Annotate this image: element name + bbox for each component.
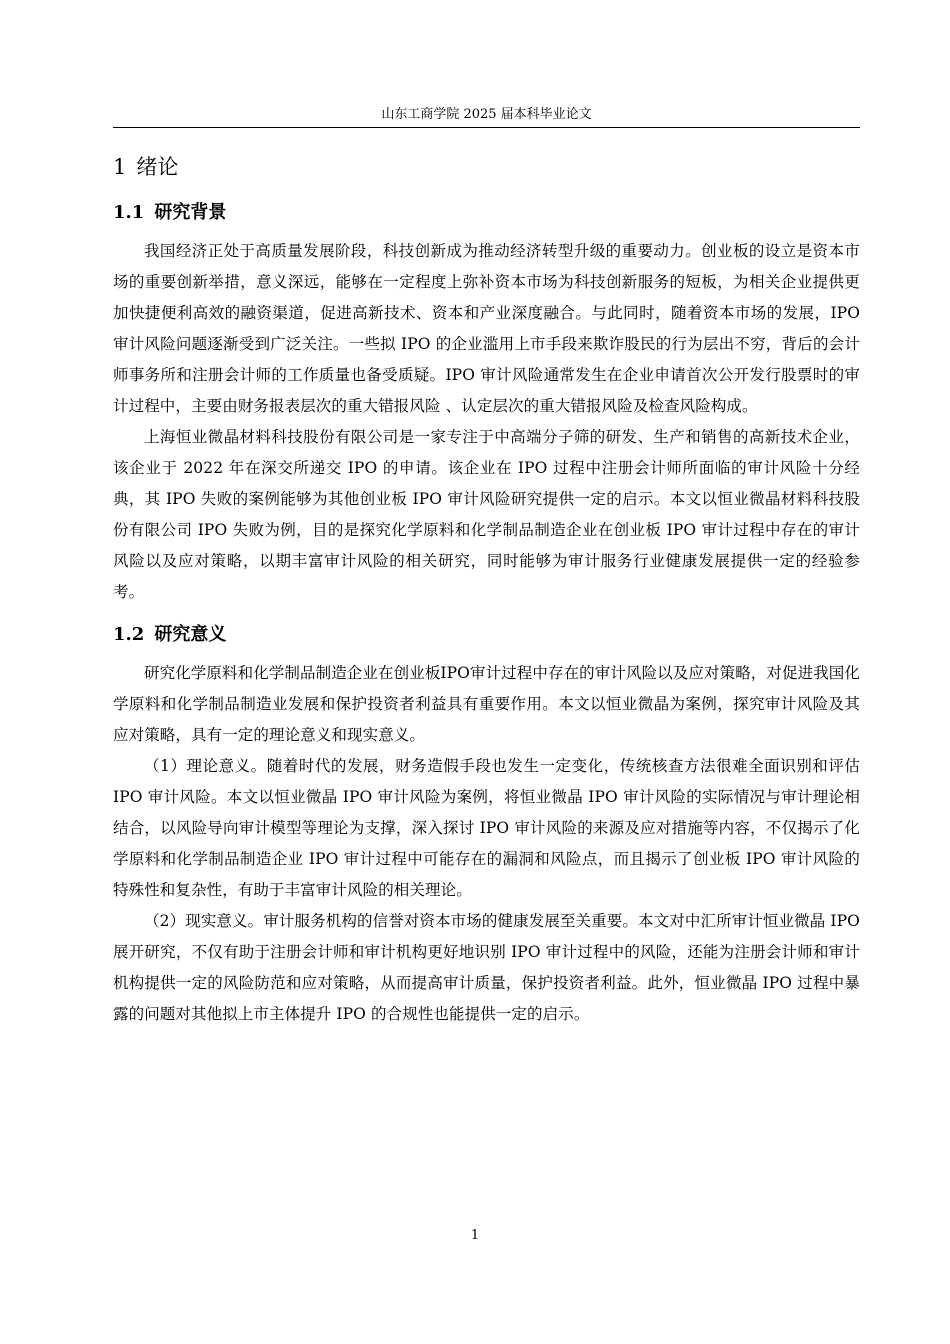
chapter-number: 1 [113, 155, 127, 179]
paragraph: 我国经济正处于高质量发展阶段，科技创新成为推动经济转型升级的重要动力。创业板的设立是资本市场的重要创新举措，意义深远，能够在一定程度上弥补资本市场为科技创新服务的短板，为相关企业提供更加快捷便利高效的融资渠道，促进高新技术、资本和产业深度融合。与此同时，随着资本市场的发展，IPO 审计风险问题逐渐受到广泛关注。一些拟 IPO 的企业滥用上市手段来欺诈股民的行为层出不穷，背后的会计师事务所和注册会计师的工作质量也备受质疑。IPO 审计风险通常发生在企业申请首次公开发行股票时的审计过程中，主要由财务报表层次的重大错报风险 、认定层次的重大错报风险及检查风险构成。 [113, 242, 860, 415]
chapter-title: 绪论 [136, 155, 179, 179]
page-body [113, 150, 860, 1030]
section-heading-significance [113, 618, 860, 652]
header-divider [113, 127, 860, 128]
paragraph: （1）理论意义。随着时代的发展，财务造假手段也发生一定变化，传统核查方法很难全面识别和评估 IPO 审计风险。本文以恒业微晶 IPO 审计风险为案例，将恒业微晶 IPO 审计风险的实际情况与审计理论相结合，以风险导向审计模型等理论为支撑，深入探讨 IPO 审计风险的来源及应对措施等内容，不仅揭示了化学原料和化学制品制造企业 IPO 审计过程中可能存在的漏洞和风险点，而且揭示了创业板 IPO 审计风险的特殊性和复杂性，有助于丰富审计风险的相关理论。 [113, 757, 860, 899]
paragraph: 研究化学原料和化学制品制造企业在创业板IPO审计过程中存在的审计风险以及应对策略，对促进我国化学原料和化学制品制造业发展和保护投资者利益具有重要作用。本文以恒业微晶为案例，探究审计风险及其应对策略，具有一定的理论意义和现实意义。 [113, 664, 860, 744]
paragraph: 上海恒业微晶材料科技股份有限公司是一家专注于中高端分子筛的研发、生产和销售的高新技术企业，该企业于 2022 年在深交所递交 IPO 的申请。该企业在 IPO 过程中注册会计师所面临的审计风险十分经典，其 IPO 失败的案例能够为其他创业板 IPO 审计风险研究提供一定的启示。本文以恒业微晶材料科技股份有限公司 IPO 失败为例，目的是探究化学原料和化学制品制造企业在创业板 IPO 审计过程中存在的审计风险以及应对策略，以期丰富审计风险的相关研究，同时能够为审计服务行业健康发展提供一定的经验参考。 [113, 428, 860, 601]
page-number: 1 [470, 1228, 480, 1243]
section-title: 研究背景 [154, 202, 227, 223]
section-number: 1.2 [113, 624, 145, 645]
section-number: 1.1 [113, 202, 145, 223]
section-heading-background [113, 196, 860, 230]
section-title: 研究意义 [154, 624, 227, 645]
running-header: 山东工商学院 2025 届本科毕业论文 [381, 107, 592, 122]
paragraph: （2）现实意义。审计服务机构的信誉对资本市场的健康发展至关重要。本文对中汇所审计恒业微晶 IPO 展开研究，不仅有助于注册会计师和审计机构更好地识别 IPO 审计过程中的风险，还能为注册会计师和审计机构提供一定的风险防范和应对策略，从而提高审计质量，保护投资者利益。此外，恒业微晶 IPO 过程中暴露的问题对其他拟上市主体提升 IPO 的合规性也能提供一定的启示。 [113, 912, 860, 1023]
chapter-heading [113, 150, 860, 184]
